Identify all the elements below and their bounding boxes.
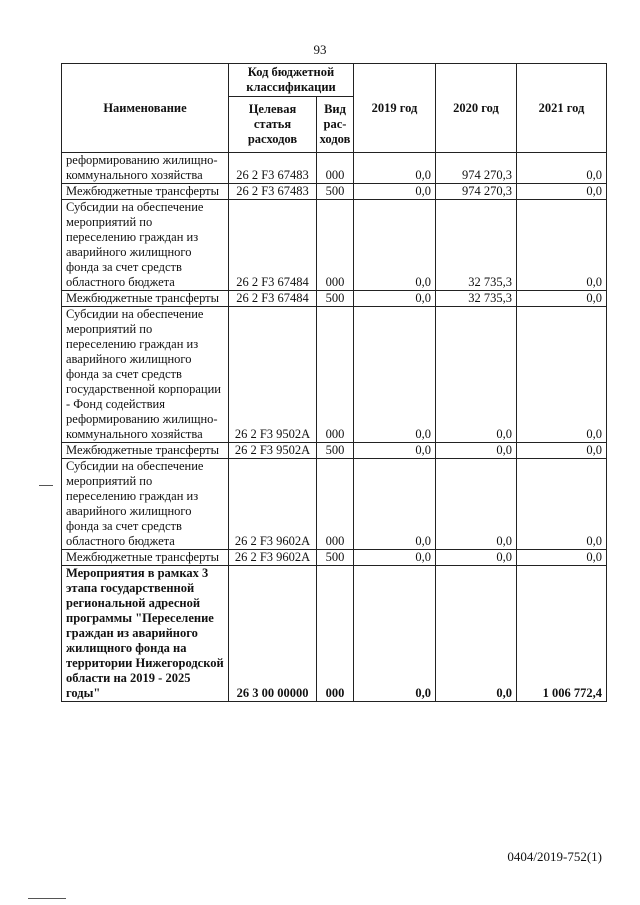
row-value-2019: 0,0	[354, 200, 436, 291]
row-expense-type: 500	[317, 184, 354, 200]
row-expense-type: 000	[317, 566, 354, 702]
header-2019: 2019 год	[354, 64, 436, 153]
row-value-2021: 0,0	[517, 550, 607, 566]
row-target-article: 26 2 F3 67484	[229, 200, 317, 291]
row-name: Межбюджетные трансферты	[62, 184, 229, 200]
row-value-2021: 0,0	[517, 291, 607, 307]
header-expense-type: Вид рас-ходов	[317, 97, 354, 153]
row-name: Межбюджетные трансферты	[62, 443, 229, 459]
row-value-2021: 0,0	[517, 307, 607, 443]
row-name: Субсидии на обеспечение мероприятий по переселению граждан из аварийного жилищного фонда за счет средств государственной корпорации - Фонд содействия реформированию жилищно-коммунального хозяйства	[62, 307, 229, 443]
row-value-2019: 0,0	[354, 443, 436, 459]
row-expense-type: 000	[317, 459, 354, 550]
row-name: Субсидии на обеспечение мероприятий по переселению граждан из аварийного жилищного фонда за счет средств областного бюджета	[62, 459, 229, 550]
table-row	[62, 550, 607, 566]
header-row-1	[62, 64, 607, 97]
row-expense-type: 500	[317, 443, 354, 459]
row-value-2020: 974 270,3	[436, 184, 517, 200]
header-2021: 2021 год	[517, 64, 607, 153]
row-value-2019: 0,0	[354, 291, 436, 307]
row-value-2021: 1 006 772,4	[517, 566, 607, 702]
header-target-article: Целевая статья расходов	[229, 97, 317, 153]
table-row	[62, 200, 607, 291]
row-target-article: 26 2 F3 9502A	[229, 307, 317, 443]
row-value-2020: 0,0	[436, 550, 517, 566]
scan-mark-bottom	[28, 898, 66, 899]
row-value-2019: 0,0	[354, 184, 436, 200]
row-value-2021: 0,0	[517, 184, 607, 200]
row-value-2021: 0,0	[517, 200, 607, 291]
row-name: реформированию жилищно-коммунального хозяйства	[62, 153, 229, 184]
row-value-2020: 32 735,3	[436, 291, 517, 307]
row-value-2020: 0,0	[436, 443, 517, 459]
table-row	[62, 443, 607, 459]
row-target-article: 26 2 F3 67484	[229, 291, 317, 307]
row-expense-type: 000	[317, 307, 354, 443]
row-value-2019: 0,0	[354, 459, 436, 550]
row-value-2021: 0,0	[517, 459, 607, 550]
table-row	[62, 184, 607, 200]
header-2020: 2020 год	[436, 64, 517, 153]
row-value-2020: 0,0	[436, 566, 517, 702]
row-expense-type: 500	[317, 291, 354, 307]
row-value-2020: 0,0	[436, 459, 517, 550]
table-row	[62, 291, 607, 307]
row-target-article: 26 2 F3 9602A	[229, 459, 317, 550]
scan-mark-left	[39, 485, 53, 486]
row-expense-type: 000	[317, 153, 354, 184]
row-name: Субсидии на обеспечение мероприятий по переселению граждан из аварийного жилищного фонда за счет средств областного бюджета	[62, 200, 229, 291]
row-target-article: 26 2 F3 9502A	[229, 443, 317, 459]
row-target-article: 26 2 F3 67483	[229, 184, 317, 200]
row-name: Межбюджетные трансферты	[62, 550, 229, 566]
table-row	[62, 153, 607, 184]
table-row	[62, 307, 607, 443]
row-value-2019: 0,0	[354, 307, 436, 443]
row-value-2020: 974 270,3	[436, 153, 517, 184]
table-row	[62, 566, 607, 702]
row-name: Мероприятия в рамках 3 этапа государственной региональной адресной программы "Переселение граждан из аварийного жилищного фонда на территории Нижегородской области на 2019 - 2025 годы"	[62, 566, 229, 702]
header-budget-code: Код бюджетной классификации	[229, 64, 354, 97]
budget-table	[61, 63, 607, 702]
row-target-article: 26 2 F3 67483	[229, 153, 317, 184]
row-value-2020: 32 735,3	[436, 200, 517, 291]
row-target-article: 26 3 00 00000	[229, 566, 317, 702]
row-target-article: 26 2 F3 9602A	[229, 550, 317, 566]
row-expense-type: 000	[317, 200, 354, 291]
header-name: Наименование	[62, 64, 229, 153]
page-number: 93	[313, 42, 327, 57]
table-row	[62, 459, 607, 550]
row-value-2019: 0,0	[354, 550, 436, 566]
document-number: 0404/2019-752(1)	[507, 849, 602, 864]
row-value-2020: 0,0	[436, 307, 517, 443]
row-value-2021: 0,0	[517, 443, 607, 459]
row-value-2021: 0,0	[517, 153, 607, 184]
row-name: Межбюджетные трансферты	[62, 291, 229, 307]
row-value-2019: 0,0	[354, 566, 436, 702]
row-expense-type: 500	[317, 550, 354, 566]
row-value-2019: 0,0	[354, 153, 436, 184]
